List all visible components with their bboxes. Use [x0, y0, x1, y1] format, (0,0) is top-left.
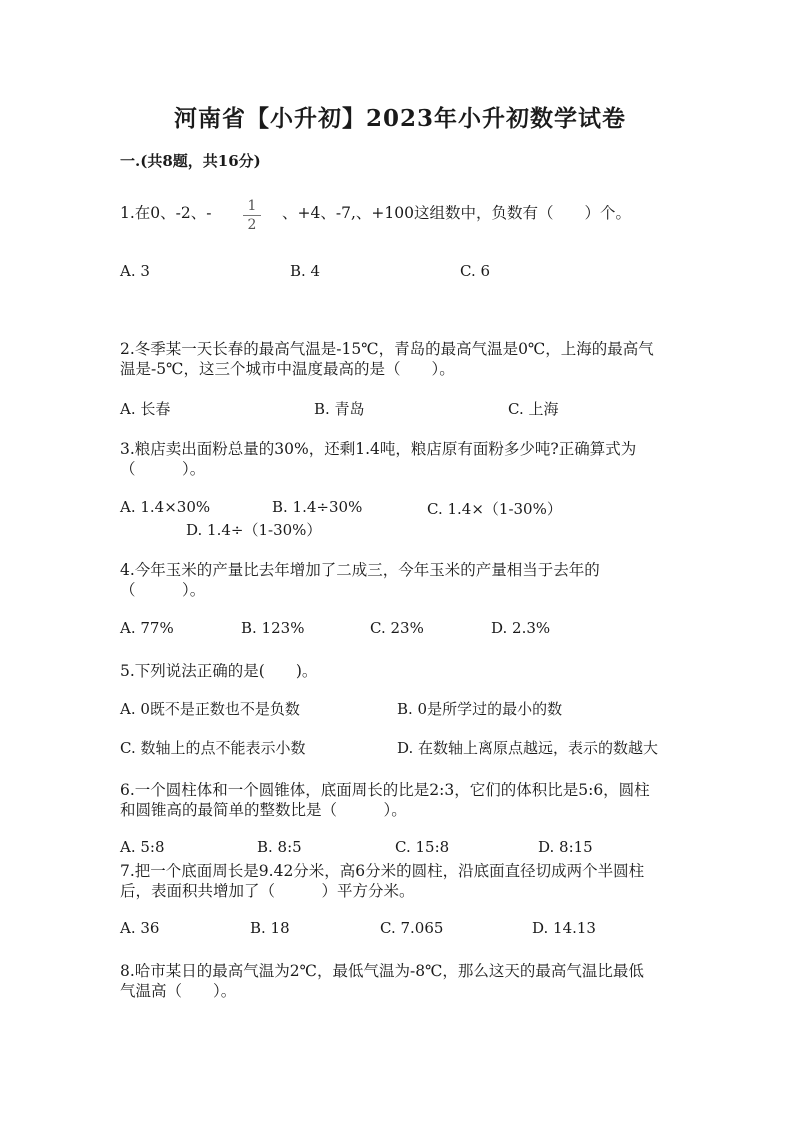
- question-6-option-a: A. 5:8: [120, 838, 165, 856]
- question-4-option-c: C. 23%: [370, 619, 424, 637]
- question-2-option-b: B. 青岛: [314, 400, 365, 418]
- question-3-line-2: （ ）。: [120, 460, 206, 478]
- question-3-option-a: A. 1.4×30%: [120, 498, 211, 516]
- question-1-text-pre: 1.在0、-2、-: [120, 204, 212, 222]
- fraction-numerator: 1: [247, 198, 257, 214]
- question-1-option-c: C. 6: [460, 262, 491, 280]
- question-6-option-d: D. 8:15: [538, 838, 593, 856]
- question-2-option-c: C. 上海: [508, 400, 559, 418]
- fraction-bar: [243, 215, 261, 216]
- question-2-line-2: 温是-5℃，这三个城市中温度最高的是（ ）。: [120, 360, 455, 378]
- question-4-option-a: A. 77%: [120, 619, 174, 637]
- question-4-option-d: D. 2.3%: [491, 619, 551, 637]
- question-6-line-2: 和圆锥高的最简单的整数比是（ ）。: [120, 801, 407, 819]
- question-7-option-a: A. 36: [120, 919, 160, 937]
- question-7-option-b: B. 18: [250, 919, 290, 937]
- question-1-option-a: A. 3: [120, 262, 150, 280]
- question-7-option-d: D. 14.13: [532, 919, 596, 937]
- fraction-denominator: 2: [247, 217, 257, 233]
- question-8-line-1: 8.哈市某日的最高气温为2℃，最低气温为-8℃，那么这天的最高气温比最低: [120, 962, 644, 980]
- section-heading: 一.(共8题，共16分): [120, 152, 261, 170]
- question-3-option-c: C. 1.4×（1-30%）: [427, 500, 562, 518]
- question-1-text-post: 、+4、-7,、+100这组数中，负数有（ ）个。: [282, 204, 631, 222]
- question-3-option-d: D. 1.4÷（1-30%）: [186, 521, 322, 539]
- fraction-one-half: [243, 198, 261, 233]
- question-7-line-2: 后，表面积共增加了（ ）平方分米。: [120, 882, 415, 900]
- question-3-option-b: B. 1.4÷30%: [272, 498, 363, 516]
- question-4-line-2: （ ）。: [120, 581, 206, 599]
- question-7-option-c: C. 7.065: [380, 919, 444, 937]
- question-5-option-a: A. 0既不是正数也不是负数: [120, 700, 300, 718]
- question-8-line-2: 气温高（ ）。: [120, 982, 237, 1000]
- question-1-option-b: B. 4: [290, 262, 321, 280]
- question-6-option-b: B. 8:5: [257, 838, 302, 856]
- question-4-option-b: B. 123%: [241, 619, 305, 637]
- question-6-line-1: 6.一个圆柱体和一个圆锥体，底面周长的比是2:3，它们的体积比是5:6，圆柱: [120, 781, 650, 799]
- question-5-option-c: C. 数轴上的点不能表示小数: [120, 739, 306, 757]
- question-2-option-a: A. 长春: [120, 400, 171, 418]
- question-5-line-1: 5.下列说法正确的是( )。: [120, 662, 318, 680]
- question-5-option-d: D. 在数轴上离原点越远，表示的数越大: [397, 739, 659, 757]
- question-5-option-b: B. 0是所学过的最小的数: [397, 700, 563, 718]
- question-2-line-1: 2.冬季某一天长春的最高气温是-15℃，青岛的最高气温是0℃，上海的最高气: [120, 340, 654, 358]
- question-6-option-c: C. 15:8: [395, 838, 450, 856]
- question-4-line-1: 4.今年玉米的产量比去年增加了二成三，今年玉米的产量相当于去年的: [120, 561, 600, 579]
- question-3-line-1: 3.粮店卖出面粉总量的30%，还剩1.4吨，粮店原有面粉多少吨?正确算式为: [120, 440, 637, 458]
- question-7-line-1: 7.把一个底面周长是9.42分米，高6分米的圆柱，沿底面直径切成两个半圆柱: [120, 862, 645, 880]
- page-title: 河南省【小升初】2023年小升初数学试卷: [173, 105, 626, 132]
